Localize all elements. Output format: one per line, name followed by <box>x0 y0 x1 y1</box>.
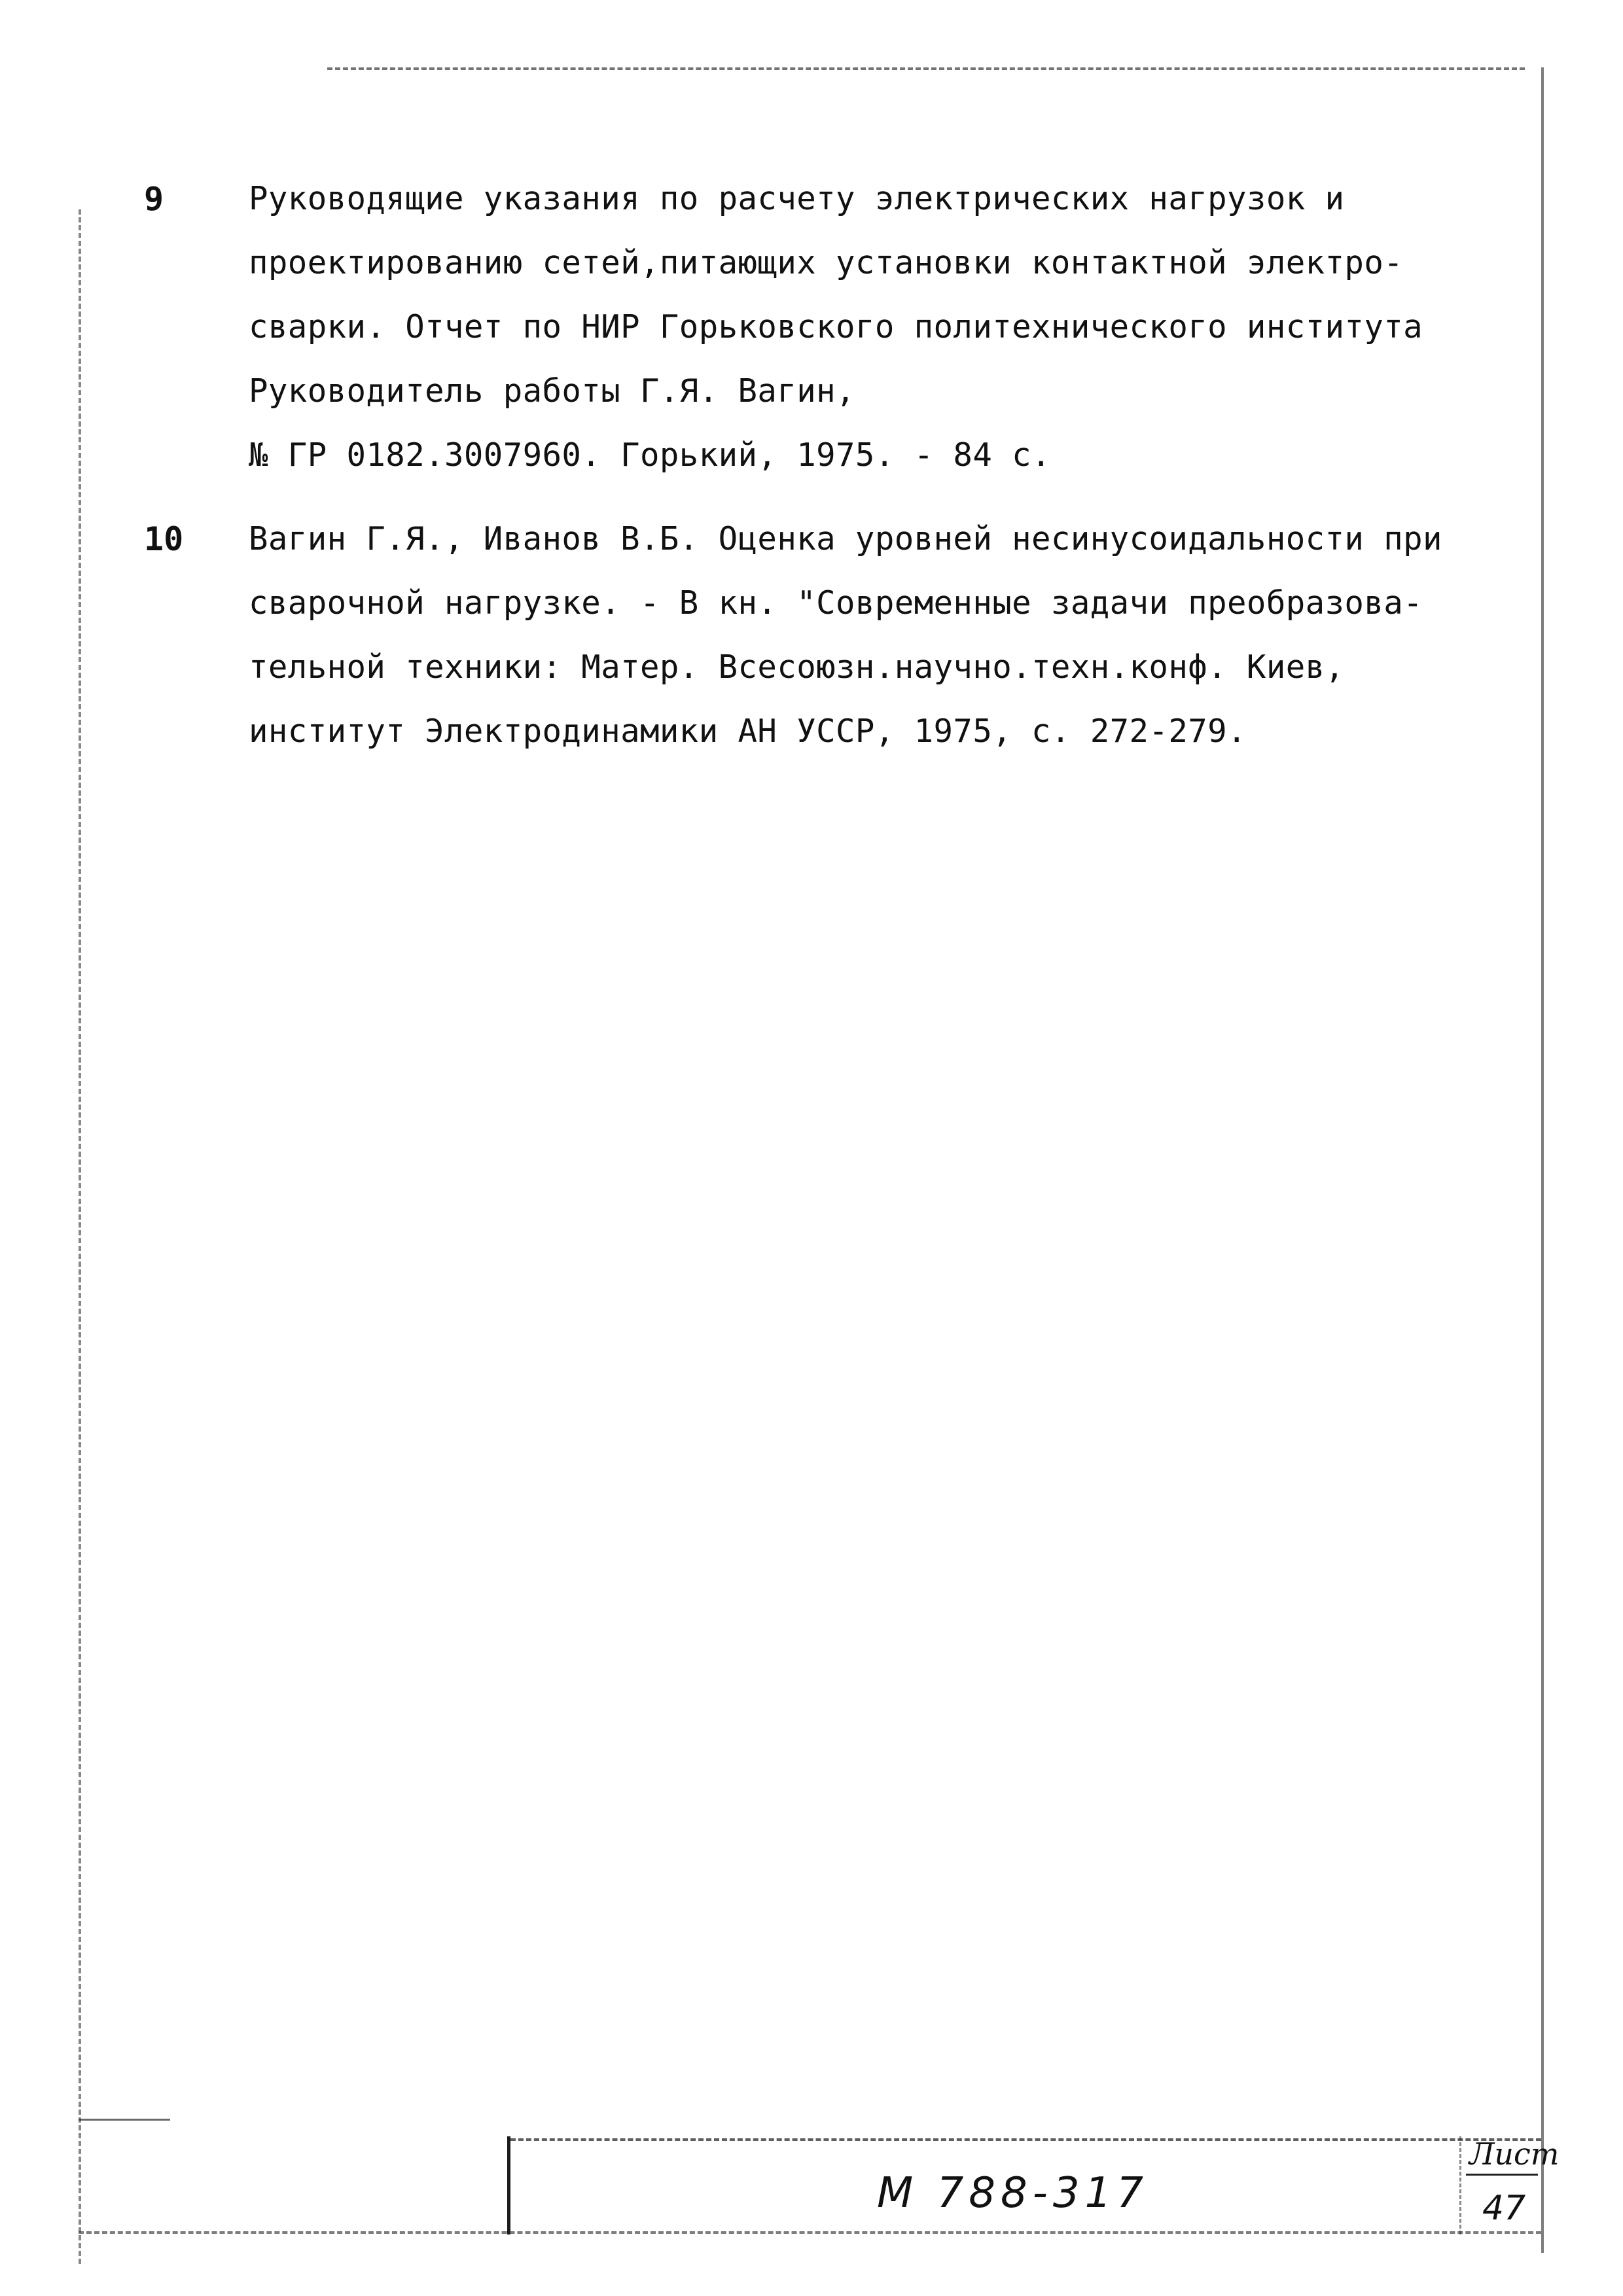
reference-item <box>144 167 1486 487</box>
sheet-cell-divider <box>1459 2136 1461 2234</box>
document-code: М 788-317 <box>877 2169 1149 2217</box>
title-block-top-line <box>510 2138 1541 2141</box>
reference-line: сварочной нагрузке. - В кн. "Современные задачи преобразова- <box>249 584 1423 622</box>
title-block-bottom-line <box>79 2231 1541 2234</box>
reference-line: № ГР 0182.3007960. Горький, 1975. - 84 с. <box>249 436 1051 474</box>
reference-number: 9 <box>144 180 164 218</box>
sheet-label: Лист <box>1469 2136 1560 2172</box>
reference-line: сварки. Отчет по НИР Горьковского политехнического института <box>249 308 1423 345</box>
reference-item <box>144 507 1486 764</box>
reference-line: тельной техники: Матер. Всесоюзн.научно.техн.конф. Киев, <box>249 648 1345 686</box>
reference-text <box>249 167 1486 487</box>
reference-line: Руководитель работы Г.Я. Вагин, <box>249 372 855 410</box>
sheet-label-underline <box>1466 2174 1538 2176</box>
reference-text <box>249 507 1486 764</box>
title-block-divider <box>507 2136 510 2234</box>
title-block-left-stub <box>79 2119 170 2121</box>
frame-top-line <box>327 67 1525 70</box>
reference-line: Руководящие указания по расчету электрических нагрузок и <box>249 180 1345 217</box>
bibliography-list <box>144 167 1486 783</box>
reference-line: Вагин Г.Я., Иванов В.Б. Оценка уровней несинусоидальности при <box>249 520 1442 557</box>
frame-left-line <box>79 209 81 2264</box>
frame-right-line <box>1541 67 1544 2253</box>
reference-line: институт Электродинамики АН УССР, 1975, с. 272-279. <box>249 713 1247 750</box>
reference-line: проектированию сетей,питающих установки контактной электро- <box>249 244 1404 281</box>
sheet-number: 47 <box>1482 2189 1526 2228</box>
reference-number: 10 <box>144 520 184 558</box>
